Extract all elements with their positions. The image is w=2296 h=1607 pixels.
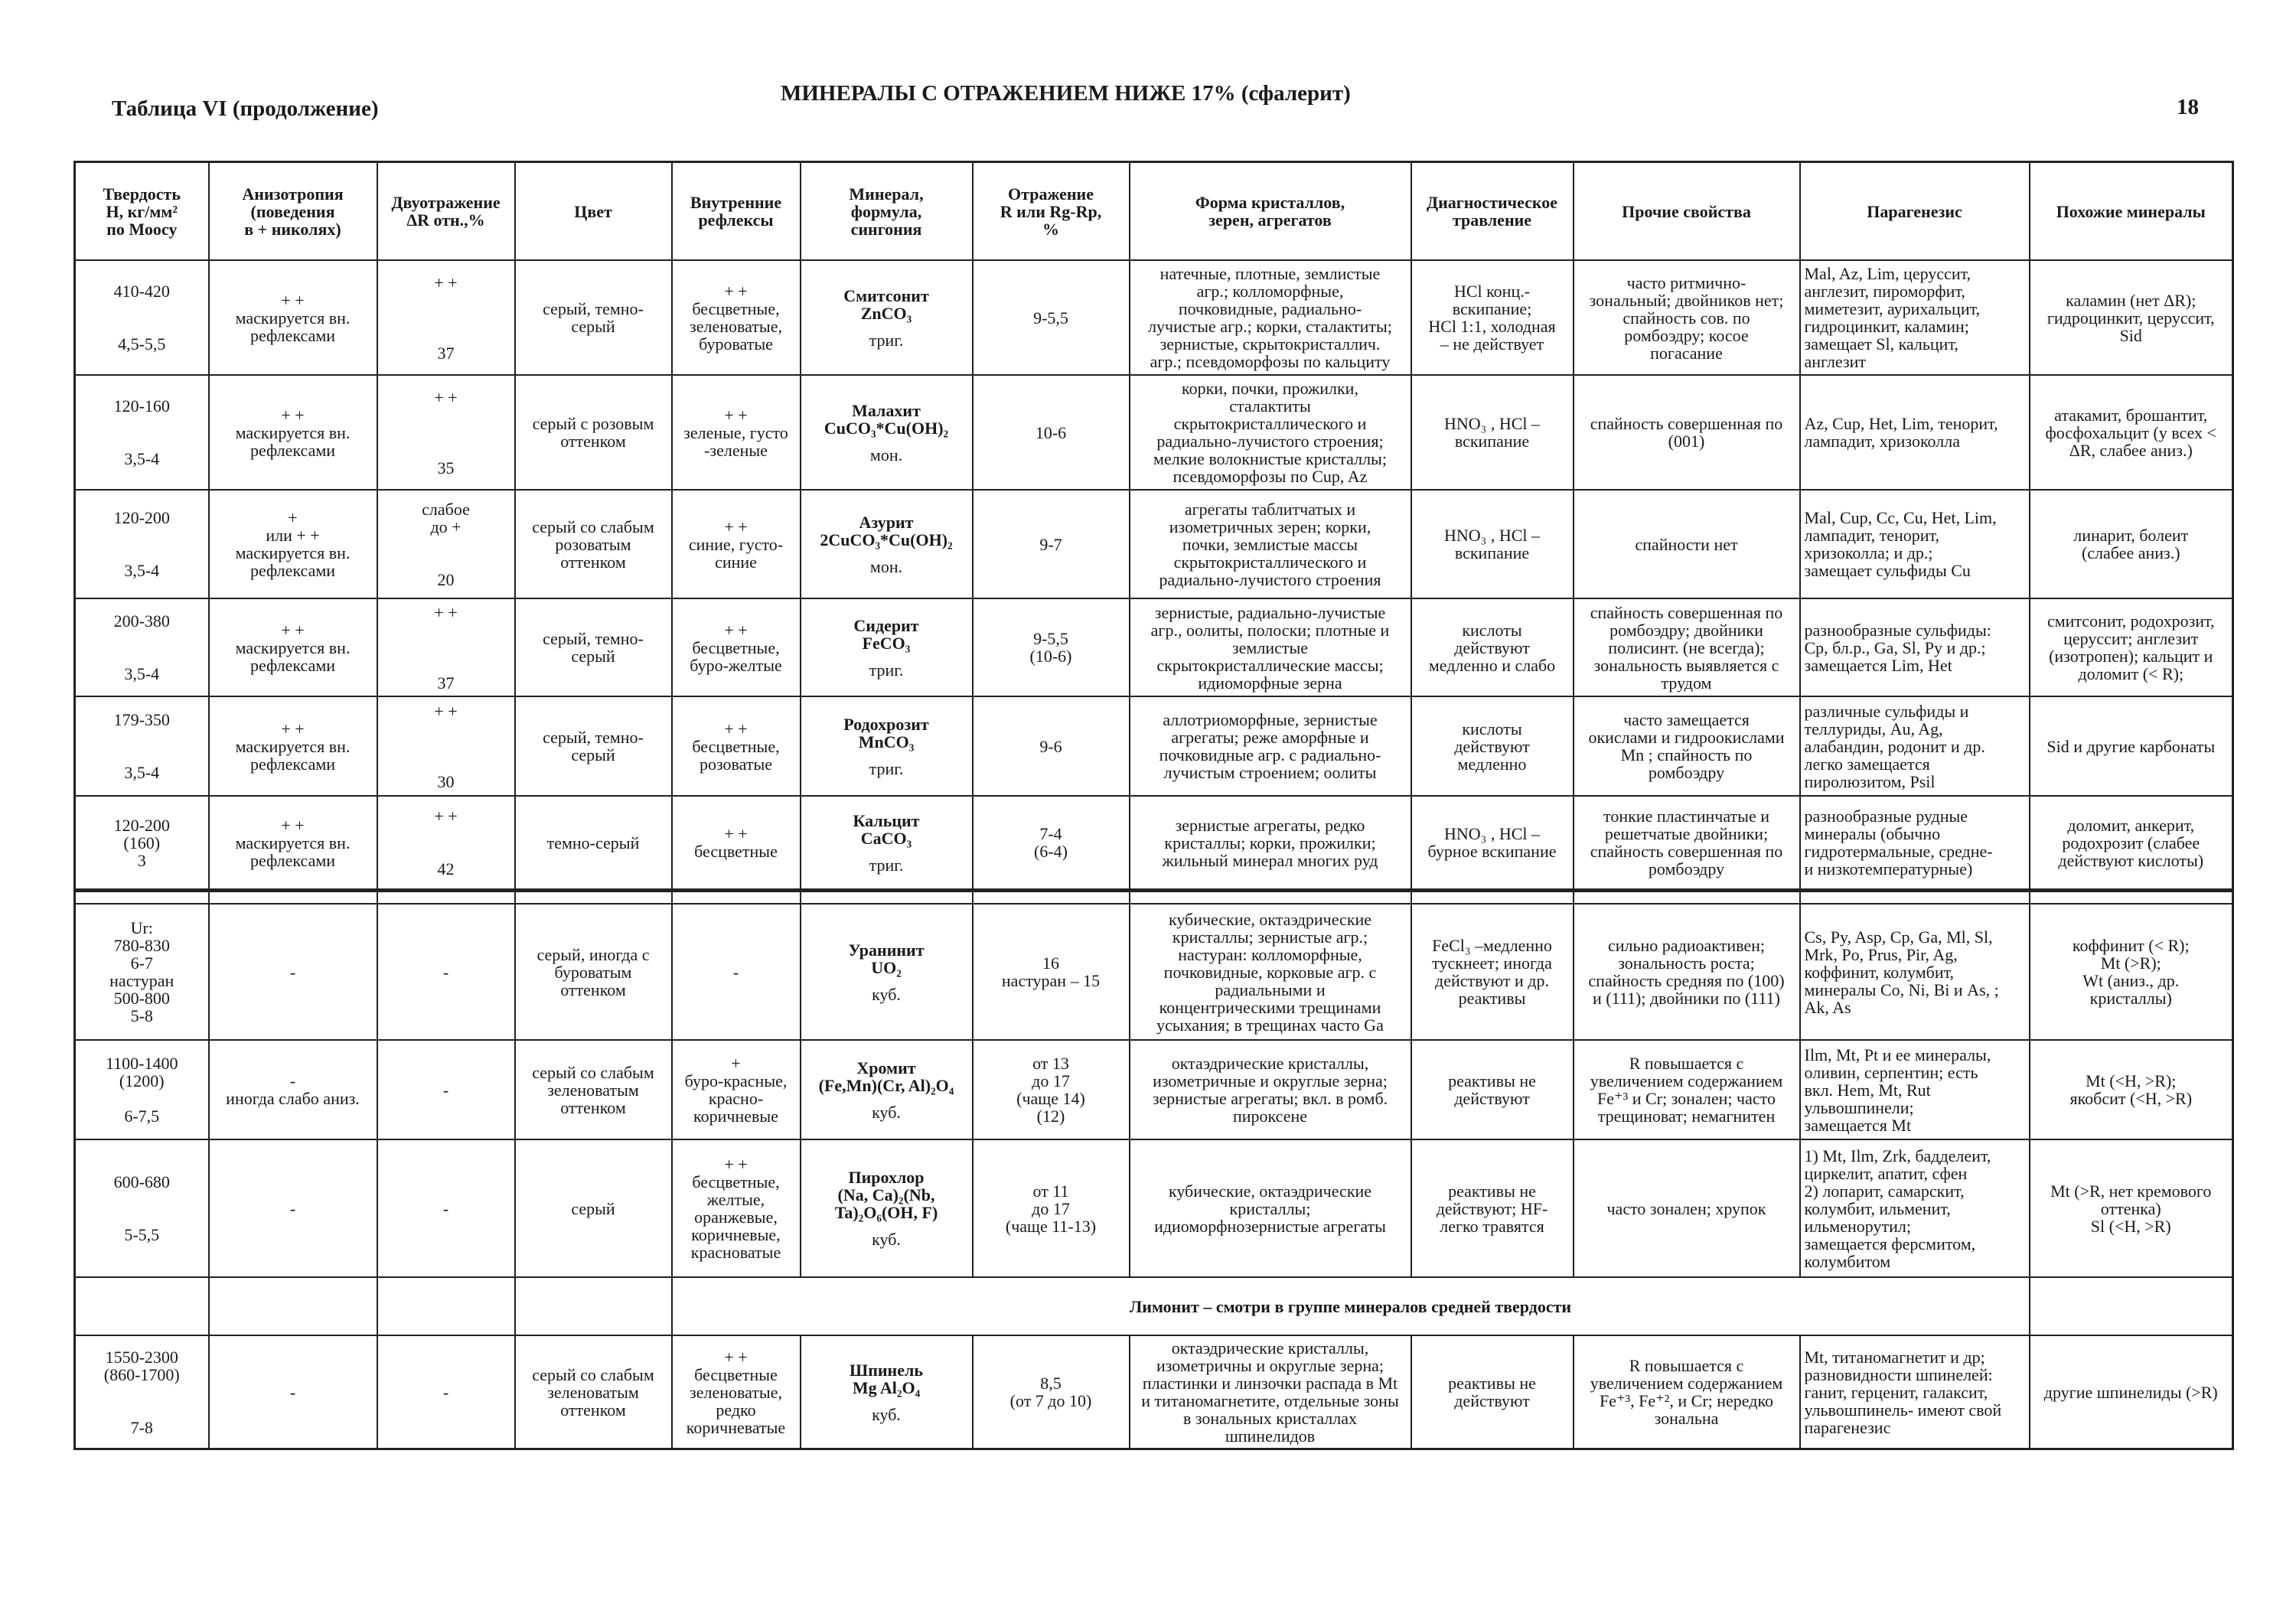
other-properties-cell: сильно радиоактивен; зональность роста; спайность средняя по (100) и (111); двойники по (111) [1574,904,1800,1040]
hardness-cell: Ur: 780-830 6-7 настуран 500-800 5-8 [75,904,209,1040]
mineral-name: Кальцит [853,810,920,830]
mineral-formula: 2CuCO₃*Cu(OH)₂ [820,530,953,549]
birefringence-cell: - [377,1335,515,1449]
column-header: Анизотропия (поведения в + николях) [209,162,377,261]
other-properties-cell: спайности нет [1574,490,1800,598]
anisotropy-cell: + + маскируется вн. рефлексами [209,260,377,375]
anisotropy-cell: + или + + маскируется вн. рефлексами [209,490,377,598]
minerals-table [73,161,2234,1450]
birefringence-cell: + + 37 [377,598,515,696]
limonite-name: Лимонит [1129,1296,1199,1316]
etching-cell: FeCl₃ –медленно тускнеет; иногда действуют и др. реактивы [1411,904,1574,1040]
etching-cell: кислоты действуют медленно и слабо [1411,598,1574,696]
mineral-cell [801,796,973,891]
anisotropy-cell: - иногда слабо аниз. [209,1040,377,1139]
table-row [75,696,2233,796]
empty-cell [209,1277,377,1335]
hardness-cell: 179-350 3,5-4 [75,696,209,796]
column-header: Твердость H, кг/мм² по Моосу [75,162,209,261]
separator-cell [377,891,515,905]
etching-cell: HNO₃ , HCl – бурное вскипание [1411,796,1574,891]
mineral-syngony: мон. [869,556,903,576]
column-header: Парагенезис [1800,162,2030,261]
table-row [75,904,2233,1040]
separator-cell [209,891,377,905]
other-properties-cell: тонкие пластинчатые и решетчатые двойники; спайность совершенная по ромбоэдру [1574,796,1800,891]
separator-cell [973,891,1130,905]
mineral-syngony: триг. [869,758,904,778]
similar-minerals-cell: линарит, болеит (слабее аниз.) [2030,490,2233,598]
color-cell: серый со слабым розоватым оттенком [515,490,672,598]
etching-cell: HNO₃ , HCl – вскипание [1411,375,1574,490]
section-separator [75,891,2233,905]
crystal-form-cell: зернистые агрегаты, редко кристаллы; корки, прожилки; жильный минерал многих руд [1130,796,1411,891]
internal-reflexes-cell: + + бесцветные [672,796,801,891]
table-header-row [75,162,2233,261]
mineral-formula: FeCO₃ [862,633,911,653]
mineral-syngony: триг. [869,660,904,680]
color-cell: серый, темно- серый [515,696,672,796]
mineral-syngony: триг. [869,330,904,350]
separator-cell [801,891,973,905]
color-cell: темно-серый [515,796,672,891]
empty-cell [515,1277,672,1335]
internal-reflexes-cell: + + бесцветные, буро-желтые [672,598,801,696]
similar-minerals-cell: Mt (<H, >R); якобсит (<H, >R) [2030,1040,2233,1139]
page-title: МИНЕРАЛЫ С ОТРАЖЕНИЕМ НИЖЕ 17% (сфалерит) [781,81,1351,106]
hardness-cell: 200-380 3,5-4 [75,598,209,696]
crystal-form-cell: октаэдрические кристаллы, изометричны и округлые зерна; пластинки и линзочки распада в Mt и титаномагнетите, отдельные зоны в зональных кристаллах шпинелидов [1130,1335,1411,1449]
internal-reflexes-cell: + + бесцветные, розоватые [672,696,801,796]
page-number: 18 [2177,95,2199,119]
hardness-cell: 1550-2300 (860-1700) 7-8 [75,1335,209,1449]
table-row [75,598,2233,696]
empty-cell [377,1277,515,1335]
paragenesis-cell: Mal, Az, Lim, церуссит, англезит, пироморфит, миметезит, аурихальцит, гидроцинкит, каламин; замещает Sl, кальцит, англезит [1800,260,2030,375]
crystal-form-cell: агрегаты таблитчатых и изометричных зерен; корки, почки, землистые массы скрытокристаллического и радиально-лучистого строения [1130,490,1411,598]
anisotropy-cell: + + маскируется вн. рефлексами [209,598,377,696]
paragenesis-cell: Mal, Cup, Cc, Cu, Het, Lim, лампадит, тенорит, хризоколла; и др.; замещает сульфиды Cu [1800,490,2030,598]
hardness-cell: 120-200 3,5-4 [75,490,209,598]
table-row [75,1335,2233,1449]
mineral-cell [801,1335,973,1449]
mineral-syngony: куб. [872,1404,901,1424]
mineral-syngony: триг. [869,855,904,875]
mineral-cell [801,1139,973,1277]
separator-cell [75,891,209,905]
similar-minerals-cell: другие шпинелиды (>R) [2030,1335,2233,1449]
color-cell: серый со слабым зеленоватым оттенком [515,1040,672,1139]
crystal-form-cell: корки, почки, прожилки, сталактиты скрытокристаллического и радиально-лучистого строения; мелкие волокнистые кристаллы; псевдоморфозы по Cup, Az [1130,375,1411,490]
reflectance-cell: 16 настуран – 15 [973,904,1130,1040]
mineral-formula: (Na, Ca)₂(Nb, Ta)₂O₆(OH, F) [834,1185,938,1222]
mineral-formula: ZnCO₃ [860,303,912,323]
internal-reflexes-cell: + + бесцветные, желтые, оранжевые, коричневые, красноватые [672,1139,801,1277]
birefringence-cell: + + 37 [377,260,515,375]
mineral-name: Хромит [856,1058,916,1077]
reflectance-cell: 10-6 [973,375,1130,490]
crystal-form-cell: октаэдрические кристаллы, изометричные и округлые зерна; зернистые агрегаты; вкл. в ромб. пироксене [1130,1040,1411,1139]
limonite-note [672,1277,2030,1335]
etching-cell: реактивы не действуют; HF- легко травятся [1411,1139,1574,1277]
birefringence-cell: - [377,904,515,1040]
etching-cell: реактивы не действуют [1411,1040,1574,1139]
limonite-text: – смотри в группе минералов средней твердости [1199,1296,1572,1316]
reflectance-cell: 7-4 (6-4) [973,796,1130,891]
mineral-name: Пирохлор [848,1168,925,1187]
hardness-cell: 120-160 3,5-4 [75,375,209,490]
mineral-formula: CaCO₃ [860,828,912,848]
reflectance-cell: 9-6 [973,696,1130,796]
similar-minerals-cell: Sid и другие карбонаты [2030,696,2233,796]
paragenesis-cell: Az, Cup, Het, Lim, тенорит, лампадит, хризоколла [1800,375,2030,490]
paragenesis-cell: разнообразные рудные минералы (обычно гидротермальные, средне- и низкотемпературные) [1800,796,2030,891]
mineral-cell [801,904,973,1040]
similar-minerals-cell: смитсонит, родохрозит, церуссит; англезит (изотропен); кальцит и доломит (< R); [2030,598,2233,696]
etching-cell: реактивы не действуют [1411,1335,1574,1449]
empty-cell [75,1277,209,1335]
color-cell: серый, иногда с буроватым оттенком [515,904,672,1040]
other-properties-cell: спайность совершенная по (001) [1574,375,1800,490]
crystal-form-cell: кубические, октаэдрические кристаллы; идиоморфнозернистые агрегаты [1130,1139,1411,1277]
crystal-form-cell: кубические, октаэдрические кристаллы; зернистые агр.; настуран: колломорфные, почковидные, корковые агр. с радиальными и концентрическими трещинами усыхания; в трещинах часто Ga [1130,904,1411,1040]
color-cell: серый, темно- серый [515,598,672,696]
internal-reflexes-cell: + буро-красные, красно- коричневые [672,1040,801,1139]
other-properties-cell: часто замещается окислами и гидроокислами Mn ; спайность по ромбоэдру [1574,696,1800,796]
similar-minerals-cell: доломит, анкерит, родохрозит (слабее действуют кислоты) [2030,796,2233,891]
anisotropy-cell: - [209,1335,377,1449]
color-cell: серый с розовым оттенком [515,375,672,490]
reflectance-cell: от 11 до 17 (чаще 11-13) [973,1139,1130,1277]
mineral-cell [801,1040,973,1139]
table-row [75,796,2233,891]
birefringence-cell: - [377,1040,515,1139]
reflectance-cell: 9-5,5 [973,260,1130,375]
mineral-name: Шпинель [850,1360,923,1380]
birefringence-cell: + + 42 [377,796,515,891]
column-header: Отражение R или Rg-Rp, % [973,162,1130,261]
other-properties-cell: спайность совершенная по ромбоэдру; двойники полисинт. (не всегда); зональность выявляется с трудом [1574,598,1800,696]
column-header: Цвет [515,162,672,261]
paragenesis-cell: Cs, Py, Asp, Cp, Ga, Ml, Sl, Mrk, Po, Prus, Pir, Ag, коффинит, колумбит, минералы Co, Ni, Bi и As, ; Ak, As [1800,904,2030,1040]
mineral-cell [801,696,973,796]
table-row [75,260,2233,375]
mineral-name: Уранинит [848,940,925,960]
mineral-cell [801,260,973,375]
column-header: Диагностическое травление [1411,162,1574,261]
hardness-cell: 120-200 (160) 3 [75,796,209,891]
mineral-formula: MnCO₃ [858,732,915,751]
paragenesis-cell: Mt, титаномагнетит и др; разновидности шпинелей: ганит, герценит, галаксит, ульвошпинель- имеют свой парагенезис [1800,1335,2030,1449]
paragenesis-cell: Ilm, Mt, Pt и ее минералы, оливин, серпентин; есть вкл. Hem, Mt, Rut ульвошпинели; замещается Mt [1800,1040,2030,1139]
mineral-formula: CuCO₃*Cu(OH)₂ [823,418,949,438]
mineral-name: Азурит [859,512,914,532]
mineral-name: Смитсонит [843,285,929,305]
column-header: Двуотражение ΔR отн.,% [377,162,515,261]
color-cell: серый, темно- серый [515,260,672,375]
paragenesis-cell: различные сульфиды и теллуриды, Au, Ag, алабандин, родонит и др. легко замещается пиролюзитом, Psil [1800,696,2030,796]
reflectance-cell: 9-7 [973,490,1130,598]
separator-cell [2030,891,2233,905]
similar-minerals-cell: Mt (>R, нет кремового оттенка) Sl (<H, >R) [2030,1139,2233,1277]
birefringence-cell: - [377,1139,515,1277]
column-header: Форма кристаллов, зерен, агрегатов [1130,162,1411,261]
paragenesis-cell: разнообразные сульфиды: Cp, бл.р., Ga, Sl, Py и др.; замещается Lim, Het [1800,598,2030,696]
mineral-syngony: куб. [872,1230,901,1249]
mineral-name: Малахит [852,400,921,420]
internal-reflexes-cell: + + бесцветные, зеленоватые, буроватые [672,260,801,375]
mineral-cell [801,598,973,696]
internal-reflexes-cell: + + синие, густо- синие [672,490,801,598]
mineral-formula: UO₂ [871,957,902,977]
etching-cell: HCl конц.- вскипание; HCl 1:1, холодная – не действует [1411,260,1574,375]
separator-cell [1411,891,1574,905]
crystal-form-cell: зернистые, радиально-лучистые агр., оолиты, полоски; плотные и землистые скрытокристаллические массы; идиоморфные зерна [1130,598,1411,696]
anisotropy-cell: + + маскируется вн. рефлексами [209,375,377,490]
anisotropy-cell: + + маскируется вн. рефлексами [209,696,377,796]
column-header: Внутренние рефлексы [672,162,801,261]
birefringence-cell: + + 30 [377,696,515,796]
mineral-syngony: куб. [872,1102,901,1122]
mineral-syngony: мон. [869,445,903,464]
mineral-name: Родохрозит [843,714,929,734]
etching-cell: HNO₃ , HCl – вскипание [1411,490,1574,598]
color-cell: серый со слабым зеленоватым оттенком [515,1335,672,1449]
other-properties-cell: R повышается с увеличением содержанием Fe⁺³ и Cr; зонален; часто трещиноват; немагнитен [1574,1040,1800,1139]
crystal-form-cell: натечные, плотные, землистые агр.; колломорфные, почковидные, радиально- лучистые агр.; корки, сталактиты; зернистые, скрытокристаллич. агр.; псевдоморфозы по кальциту [1130,260,1411,375]
table-row [75,1139,2233,1277]
hardness-cell: 1100-1400 (1200) 6-7,5 [75,1040,209,1139]
birefringence-cell: слабое до + 20 [377,490,515,598]
similar-minerals-cell: коффинит (< R); Mt (>R); Wt (аниз., др. кристаллы) [2030,904,2233,1040]
column-header: Похожие минералы [2030,162,2233,261]
anisotropy-cell: - [209,1139,377,1277]
other-properties-cell: R повышается с увеличением содержанием Fe⁺³, Fe⁺², и Cr; нередко зональна [1574,1335,1800,1449]
birefringence-cell: + + 35 [377,375,515,490]
mineral-formula: (Fe,Mn)(Cr, Al)₂O₄ [818,1075,954,1095]
table-row [75,490,2233,598]
limonite-note-row [75,1277,2233,1335]
mineral-cell [801,490,973,598]
anisotropy-cell: - [209,904,377,1040]
separator-cell [1574,891,1800,905]
table-row [75,375,2233,490]
separator-cell [672,891,801,905]
internal-reflexes-cell: + + зеленые, густо -зеленые [672,375,801,490]
similar-minerals-cell: каламин (нет ΔR); гидроцинкит, церуссит, Sid [2030,260,2233,375]
paragenesis-cell: 1) Mt, Ilm, Zrk, бадделеит, циркелит, апатит, сфен 2) лопарит, самарскит, колумбит, ильменит, ильменорутил; замещается ферсмитом, колумбитом [1800,1139,2030,1277]
hardness-cell: 600-680 5-5,5 [75,1139,209,1277]
similar-minerals-cell: атакамит, брошантит, фосфохальцит (у всех < ΔR, слабее аниз.) [2030,375,2233,490]
empty-cell [2030,1277,2233,1335]
other-properties-cell: часто зонален; хрупок [1574,1139,1800,1277]
reflectance-cell: 8,5 (от 7 до 10) [973,1335,1130,1449]
mineral-syngony: куб. [872,984,901,1004]
column-header: Прочие свойства [1574,162,1800,261]
mineral-name: Сидерит [853,615,919,635]
separator-cell [1130,891,1411,905]
other-properties-cell: часто ритмично- зональный; двойников нет; спайность сов. по ромбоэдру; косое погасание [1574,260,1800,375]
internal-reflexes-cell: - [672,904,801,1040]
mineral-cell [801,375,973,490]
column-header: Минерал, формула, сингония [801,162,973,261]
anisotropy-cell: + + маскируется вн. рефлексами [209,796,377,891]
internal-reflexes-cell: + + бесцветные зеленоватые, редко коричневатые [672,1335,801,1449]
table-row [75,1040,2233,1139]
separator-cell [1800,891,2030,905]
hardness-cell: 410-420 4,5-5,5 [75,260,209,375]
etching-cell: кислоты действуют медленно [1411,696,1574,796]
reflectance-cell: 9-5,5 (10-6) [973,598,1130,696]
color-cell: серый [515,1139,672,1277]
reflectance-cell: от 13 до 17 (чаще 14) (12) [973,1040,1130,1139]
table-label: Таблица VI (продолжение) [112,96,379,121]
crystal-form-cell: аллотриоморфные, зернистые агрегаты; реже аморфные и почковидные агр. с радиально- лучистым строением; оолиты [1130,696,1411,796]
mineral-formula: Mg Al₂O₄ [852,1377,921,1397]
separator-cell [515,891,672,905]
